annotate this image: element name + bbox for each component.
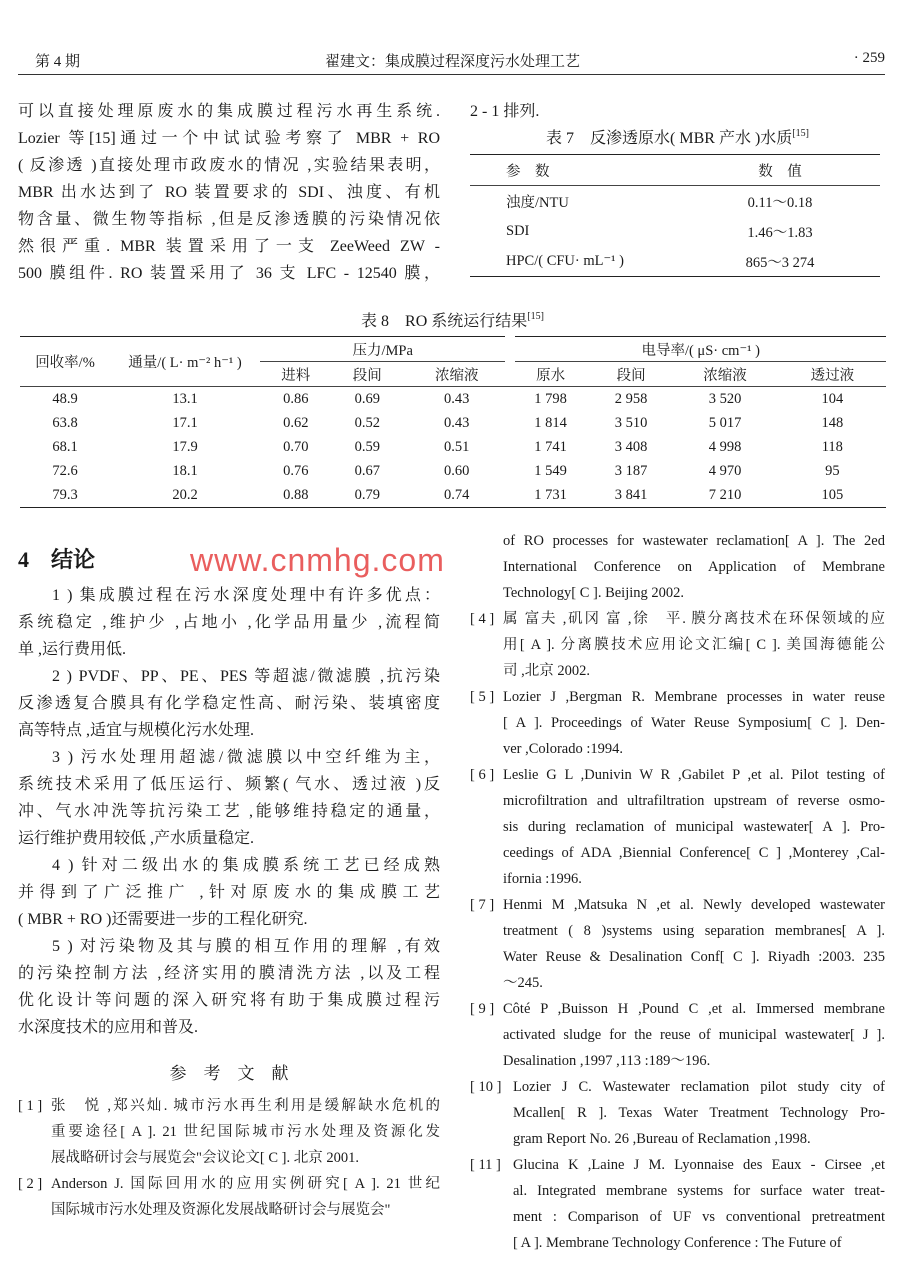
intro-line: 然很严重. MBR 装置采用了一支 ZeeWeed ZW - bbox=[18, 238, 440, 255]
table7-row bbox=[470, 246, 880, 277]
reference-label: [ 1 ] bbox=[18, 1098, 43, 1114]
table7-row bbox=[470, 216, 880, 246]
reference-body bbox=[51, 1093, 440, 1171]
table8-cell: 0.62 bbox=[283, 414, 309, 431]
conclusion-paragraph bbox=[18, 663, 440, 744]
reference-line: Leslie G L ,Dunivin W R ,Gabilet P ,et al. Pilot testing of bbox=[503, 767, 885, 783]
intro-line: 可以直接处理原废水的集成膜过程污水再生系统. bbox=[18, 103, 440, 120]
conclusion-paragraph bbox=[18, 582, 440, 663]
intro-line: MBR 出水达到了 RO 装置要求的 SDI、浊度、有机 bbox=[18, 184, 440, 201]
table8-cell: 0.60 bbox=[444, 462, 470, 479]
table8-cell: 7 210 bbox=[708, 486, 742, 503]
table7 bbox=[470, 154, 880, 277]
paragraph-line: 高等特点 ,适宜与规模化污水处理. bbox=[18, 722, 255, 739]
paragraph-line: 系统技术采用了低压运行、频繁( 气水、透过液 )反 bbox=[18, 776, 440, 793]
reference-line: 属 富夫 ,矶冈 富 ,徐 平. 膜分离技术在环保领域的应 bbox=[503, 611, 885, 627]
reference-line: activated sludge for the reuse of municipal wastewater[ J ]. bbox=[503, 1027, 885, 1043]
table7-header-value: 数 值 bbox=[758, 163, 802, 180]
reference-line: microfiltration and ultrafiltration upstream of reverse osmo- bbox=[503, 793, 885, 809]
table8-cell: 3 510 bbox=[614, 414, 648, 431]
reference-line: Water Reuse & Desalination Conf[ C ]. Riyadh :2003. 235 bbox=[503, 949, 885, 965]
reference-label: [ 6 ] bbox=[470, 767, 495, 783]
table8-title: 表 8 RO 系统运行结果 bbox=[361, 313, 528, 330]
reference-line: [ A ]. Proceedings of Water Reuse Symposium[ C ]. Den- bbox=[503, 715, 885, 731]
reference-label: [ 7 ] bbox=[470, 897, 495, 913]
reference-item bbox=[470, 996, 885, 1074]
reference-item bbox=[470, 892, 885, 996]
table7-ref: [15] bbox=[792, 128, 809, 139]
paragraph-line: 冲、气水冲洗等抗污染工艺 ,能够维持稳定的通量， bbox=[18, 803, 440, 820]
table8-cell: 0.74 bbox=[444, 486, 470, 503]
paragraph-line: ( MBR + RO )还需要进一步的工程化研究. bbox=[18, 911, 308, 928]
reference-body bbox=[513, 1074, 885, 1152]
table8-caption bbox=[200, 308, 705, 331]
table8-header-conductivity: 电导率/( μS· cm⁻¹ ) bbox=[510, 337, 886, 362]
right-column-top bbox=[470, 98, 885, 277]
references-right bbox=[470, 528, 885, 1256]
paragraph-line: 单 ,运行费用低. bbox=[18, 641, 127, 658]
reference-line: 重要途径[ A ]. 21 世纪国际城市污水处理及资源化发 bbox=[51, 1124, 440, 1140]
reference-line: 国际城市污水处理及资源化发展战略研讨会与展览会" bbox=[51, 1202, 391, 1218]
paragraph-line: 5 ) 对污染物及其与膜的相互作用的理解 ,有效 bbox=[52, 938, 440, 955]
reference-body bbox=[513, 1152, 885, 1256]
paragraph-line: 2 ) PVDF、PP、PE、PES 等超滤/微滤膜 ,抗污染 bbox=[52, 668, 440, 685]
table8-row bbox=[20, 387, 886, 412]
table8-cell: 1 798 bbox=[534, 390, 567, 407]
table8-header-recovery: 回收率/% bbox=[20, 337, 110, 387]
intro-continuation: 2 - 1 排列. bbox=[470, 103, 540, 120]
reference-item bbox=[18, 1093, 440, 1171]
reference-line: ver ,Colorado :1994. bbox=[503, 741, 624, 757]
reference-line: al. Integrated membrane systems for surface water treat- bbox=[513, 1183, 885, 1199]
table8-cell: 3 520 bbox=[708, 390, 742, 407]
paragraph-line: 的污染控制方法 ,经济实用的膜清洗方法 ,以及工程 bbox=[18, 965, 440, 982]
table8-cell: 13.1 bbox=[172, 390, 198, 407]
table8-cell: 0.70 bbox=[283, 438, 309, 455]
table8-cell: 0.88 bbox=[283, 486, 309, 503]
reference-label: [ 10 ] bbox=[470, 1079, 502, 1095]
table8-cell: 148 bbox=[821, 414, 844, 431]
reference-item bbox=[470, 1152, 885, 1256]
table8-header-pressure: 压力/MPa bbox=[260, 337, 510, 362]
reference-body bbox=[503, 762, 885, 892]
table8-cell: 4 970 bbox=[708, 462, 742, 479]
reference-line: 司 ,北京 2002. bbox=[503, 663, 590, 679]
journal-issue: 第 4 期 bbox=[35, 54, 81, 70]
reference-line: [ A ]. Membrane Technology Conference : The Future of bbox=[513, 1235, 842, 1251]
conclusion-paragraph bbox=[18, 933, 440, 1041]
reference-line: International Conference on Application of Membrane bbox=[503, 559, 885, 575]
table8-cell: 95 bbox=[825, 462, 840, 479]
section-title: 结论 bbox=[51, 547, 96, 572]
table8-cell: 105 bbox=[821, 486, 844, 503]
reference-line: 展战略研讨会与展览会"会议论文[ C ]. 北京 2001. bbox=[51, 1150, 359, 1166]
reference-line: Mcallen[ R ]. Texas Water Treatment Technology Pro- bbox=[513, 1105, 885, 1121]
reference-line: Anderson J. 国际回用水的应用实例研究[ A ]. 21 世纪 bbox=[51, 1176, 440, 1192]
conclusion-paragraph bbox=[18, 744, 440, 852]
table7-param: HPC/( CFU· mL⁻¹ ) bbox=[506, 252, 624, 269]
table8-subheader: 原水 bbox=[536, 367, 566, 384]
reference-line: Lozier J C. Wastewater reclamation pilot study city of bbox=[513, 1079, 885, 1095]
table8-cell: 1 731 bbox=[534, 486, 567, 503]
reference-body bbox=[503, 528, 885, 606]
table8-cell: 17.9 bbox=[172, 438, 198, 455]
reference-line: ～245. bbox=[503, 975, 543, 991]
table7-value: 865～3 274 bbox=[745, 254, 815, 271]
paragraph-line: 并得到了广泛推广 ,针对原废水的集成膜工艺 bbox=[18, 884, 440, 901]
reference-line: Desalination ,1997 ,113 :189～196. bbox=[503, 1053, 711, 1069]
table7-value: 0.11～0.18 bbox=[747, 194, 813, 211]
reference-line: treatment ( 8 )systems using separation membranes[ A ]. bbox=[503, 923, 885, 939]
table8-subheader: 段间 bbox=[352, 367, 382, 384]
reference-line: of RO processes for wastewater reclamation[ A ]. The 2ed bbox=[503, 533, 885, 549]
reference-line: ifornia :1996. bbox=[503, 871, 582, 887]
table8 bbox=[20, 336, 886, 508]
reference-body bbox=[503, 892, 885, 996]
reference-line: sis during reclamation of municipal wastewater[ A ]. Pro- bbox=[503, 819, 885, 835]
reference-label: [ 11 ] bbox=[470, 1157, 501, 1173]
table8-cell: 1 549 bbox=[534, 462, 567, 479]
table8-cell: 17.1 bbox=[172, 414, 198, 431]
table7-value: 1.46～1.83 bbox=[747, 224, 813, 241]
reference-label: [ 5 ] bbox=[470, 689, 495, 705]
table8-cell: 0.76 bbox=[283, 462, 309, 479]
table8-cell: 0.52 bbox=[354, 414, 380, 431]
table7-caption bbox=[470, 125, 885, 148]
reference-body bbox=[503, 684, 885, 762]
intro-line: 500 膜组件. RO 装置采用了 36 支 LFC - 12540 膜， bbox=[18, 265, 440, 282]
table8-cell: 3 408 bbox=[614, 438, 648, 455]
conclusion-paragraph bbox=[18, 852, 440, 933]
table8-cell: 5 017 bbox=[708, 414, 742, 431]
reference-item bbox=[470, 606, 885, 684]
reference-label: [ 4 ] bbox=[470, 611, 495, 627]
reference-line: gram Report No. 26 ,Bureau of Reclamation ,1998. bbox=[513, 1131, 811, 1147]
table8-subheader: 浓缩液 bbox=[434, 367, 479, 384]
reference-body bbox=[503, 996, 885, 1074]
paragraph-line: 运行维护费用较低 ,产水质量稳定. bbox=[18, 830, 255, 847]
table8-cell: 18.1 bbox=[172, 462, 198, 479]
reference-body bbox=[503, 606, 885, 684]
table8-subheader: 浓缩液 bbox=[703, 367, 747, 384]
table8-cell: 0.86 bbox=[283, 390, 309, 407]
table8-cell: 79.3 bbox=[52, 486, 78, 503]
reference-line: Technology[ C ]. Beijing 2002. bbox=[503, 585, 685, 601]
reference-line: 用[ A ]. 分离膜技术应用论文汇编[ C ]. 美国海德能公 bbox=[503, 637, 885, 653]
reference-item bbox=[470, 1074, 885, 1152]
table7-row bbox=[470, 186, 880, 217]
table8-subheader: 透过液 bbox=[810, 367, 855, 384]
paragraph-line: 3 ) 污水处理用超滤/微滤膜以中空纤维为主， bbox=[52, 749, 440, 766]
reference-item bbox=[470, 762, 885, 892]
table8-cell: 118 bbox=[821, 438, 843, 455]
reference-line: Lozier J ,Bergman R. Membrane processes in water reuse bbox=[503, 689, 885, 705]
reference-item bbox=[470, 528, 885, 606]
paragraph-line: 反渗透复合膜具有化学稳定性高、耐污染、装填密度 bbox=[18, 695, 440, 712]
running-title: 翟建文：集成膜过程深度污水处理工艺 bbox=[324, 54, 580, 70]
paragraph-line: 4 ) 针对二级出水的集成膜系统工艺已经成熟 bbox=[52, 857, 440, 874]
table8-cell: 2 958 bbox=[614, 390, 648, 407]
table8-header-flux: 通量/( L· m⁻² h⁻¹ ) bbox=[110, 337, 260, 387]
table8-row bbox=[20, 483, 886, 508]
table8-cell: 1 814 bbox=[534, 414, 567, 431]
intro-line: ( 反渗透 )直接处理市政废水的情况 ,实验结果表明， bbox=[18, 157, 440, 174]
table8-cell: 68.1 bbox=[52, 438, 78, 455]
table8-cell: 0.79 bbox=[354, 486, 380, 503]
reference-line: ceedings of ADA ,Biennial Conference[ C ] ,Monterey ,Cal- bbox=[503, 845, 885, 861]
paragraph-line: 1 ) 集成膜过程在污水深度处理中有许多优点： bbox=[52, 587, 440, 604]
reference-label: [ 2 ] bbox=[18, 1176, 43, 1192]
table7-header-param: 参 数 bbox=[506, 163, 550, 180]
table8-cell: 104 bbox=[821, 390, 844, 407]
table8-cell: 0.43 bbox=[444, 414, 470, 431]
table8-header-row1 bbox=[20, 337, 886, 362]
reference-label bbox=[470, 528, 503, 606]
table8-row bbox=[20, 459, 886, 483]
section-conclusion bbox=[18, 538, 440, 1223]
paragraph-line: 优化设计等问题的深入研究将有助于集成膜过程污 bbox=[18, 992, 440, 1009]
paragraph-line: 水深度技术的应用和普及. bbox=[18, 1019, 199, 1036]
table7-header bbox=[470, 155, 880, 186]
section-number: 4 bbox=[18, 547, 29, 572]
table8-row bbox=[20, 411, 886, 435]
table8-cell: 48.9 bbox=[52, 390, 78, 407]
table8-cell: 3 187 bbox=[614, 462, 648, 479]
reference-line: 张 悦 ,郑兴灿. 城市污水再生利用是缓解缺水危机的 bbox=[51, 1098, 440, 1114]
reference-line: ment : Comparison of UF vs conventional pretreatment bbox=[513, 1209, 885, 1225]
reference-item bbox=[18, 1171, 440, 1223]
table7-param: SDI bbox=[506, 222, 530, 239]
intro-line: Lozier 等[15]通过一个中试试验考察了 MBR + RO bbox=[18, 130, 440, 147]
table8-subheader: 进料 bbox=[281, 367, 311, 384]
table8-cell: 72.6 bbox=[52, 462, 78, 479]
table8-subheader: 段间 bbox=[616, 367, 646, 384]
table8-cell: 0.51 bbox=[444, 438, 470, 455]
paragraph-line: 系统稳定 ,维护少 ,占地小 ,化学品用量少 ,流程简 bbox=[18, 614, 440, 631]
reference-item bbox=[470, 684, 885, 762]
table8-cell: 63.8 bbox=[52, 414, 78, 431]
table8-cell: 0.67 bbox=[354, 462, 380, 479]
table8-cell: 0.43 bbox=[444, 390, 470, 407]
intro-paragraph bbox=[18, 98, 440, 287]
page-number: · 259 bbox=[853, 50, 885, 66]
table8-cell: 20.2 bbox=[172, 486, 198, 503]
table8-cell: 4 998 bbox=[708, 438, 742, 455]
watermark bbox=[190, 540, 445, 580]
table8-cell: 1 741 bbox=[534, 438, 567, 455]
intro-line: 物含量、微生物等指标 ,但是反渗透膜的污染情况依 bbox=[18, 211, 440, 228]
references-heading: 参 考 文 献 bbox=[169, 1064, 289, 1083]
reference-line: Côté P ,Buisson H ,Pound C ,et al. Immersed membrane bbox=[503, 1001, 885, 1017]
table8-ref: [15] bbox=[527, 311, 544, 322]
table8-cell: 0.59 bbox=[354, 438, 380, 455]
reference-body bbox=[51, 1171, 440, 1223]
reference-line: Glucina K ,Laine J M. Lyonnaise des Eaux - Cirsee ,et bbox=[513, 1157, 885, 1173]
reference-label: [ 9 ] bbox=[470, 1001, 495, 1017]
reference-line: Henmi M ,Matsuka N ,et al. Newly developed wastewater bbox=[503, 897, 885, 913]
header-rule bbox=[18, 74, 885, 75]
table7-param: 浊度/NTU bbox=[506, 194, 569, 211]
table8-row bbox=[20, 435, 886, 459]
watermark-text: www.cnmhg.com bbox=[190, 542, 445, 578]
table8-cell: 0.69 bbox=[354, 390, 380, 407]
table8-cell: 3 841 bbox=[614, 486, 648, 503]
table7-title: 表 7 反渗透原水( MBR 产水 )水质 bbox=[546, 130, 793, 147]
